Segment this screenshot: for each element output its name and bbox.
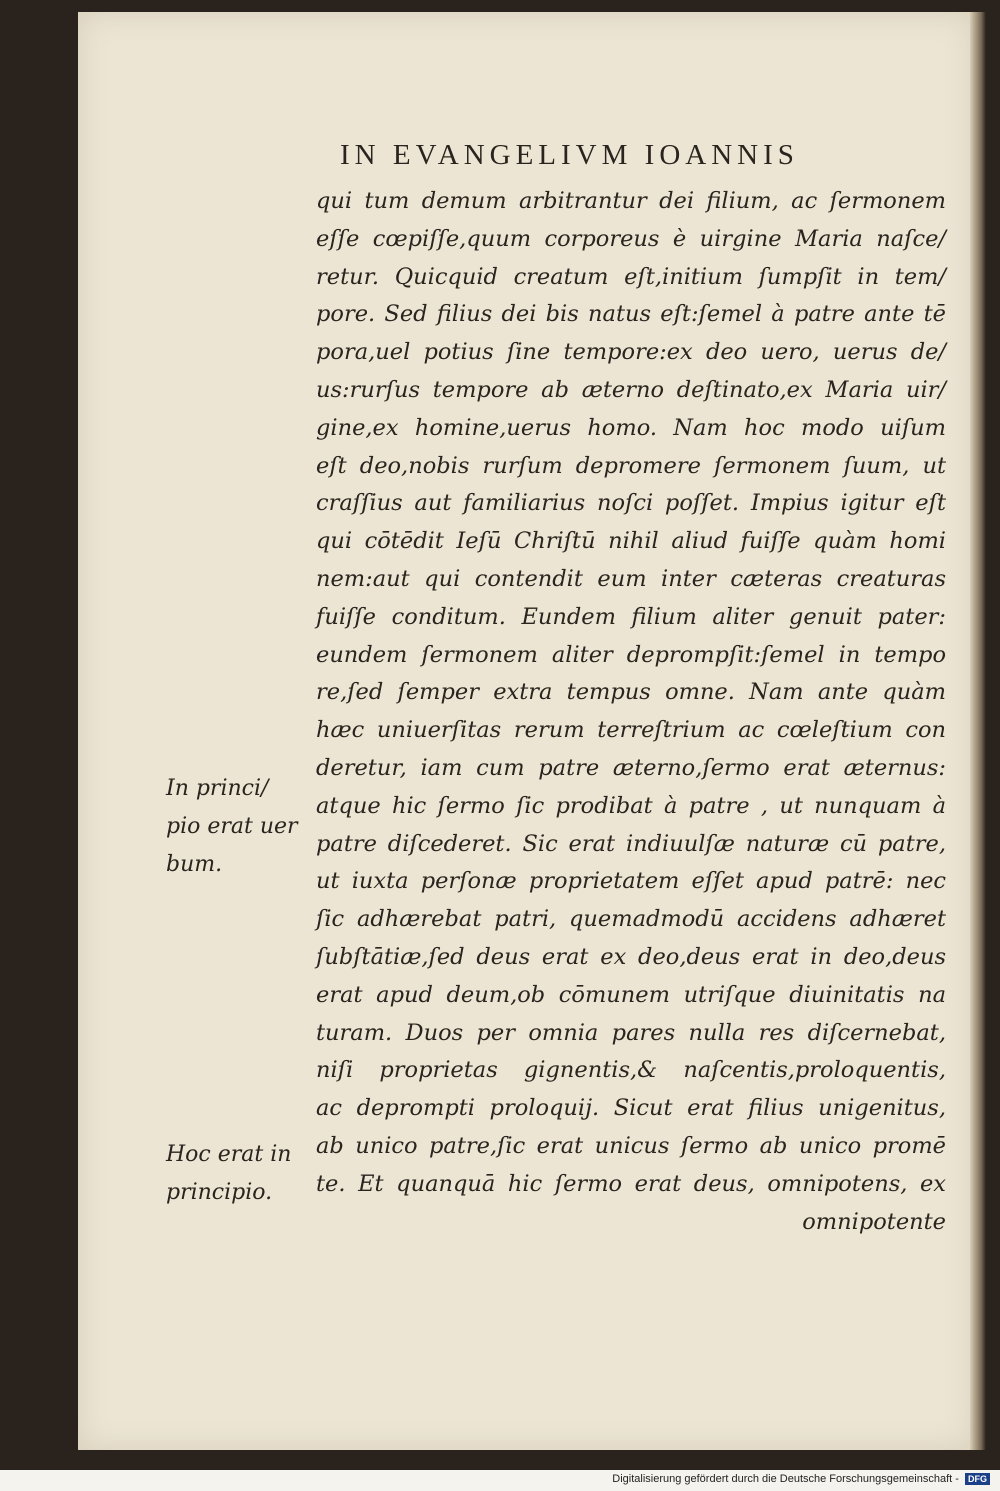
text-line: ab unico patre,ſic erat unicus ſermo ab unico promē: [316, 1132, 946, 1159]
text-line: ſubſtātiæ,ſed deus erat ex deo,deus erat in deo,deus: [316, 943, 946, 970]
running-head: IN EVANGELIVM IOANNIS: [340, 139, 799, 171]
body-text: [316, 183, 946, 1241]
marginal-note-line: principio.: [166, 1179, 273, 1205]
text-line: re,ſed ſemper extra tempus omne. Nam ante quàm: [316, 679, 946, 706]
dfg-logo: DFG: [965, 1473, 990, 1485]
text-line: te. Et quanquā hic ſermo erat deus, omnipotens, ex: [316, 1170, 946, 1197]
marginal-note-line: bum.: [166, 851, 223, 877]
marginal-note-line: In princi/: [166, 776, 269, 801]
text-line: hæc uniuerſitas rerum terreſtrium ac cœleſtium con: [316, 717, 946, 744]
text-line: craſſius aut familiarius noſci poſſet. Impius igitur eſt: [316, 490, 946, 517]
marginal-note-line: Hoc erat in: [166, 1142, 292, 1167]
text-line: niſi proprietas gignentis,& naſcentis,proloquentis,: [316, 1057, 946, 1084]
text-line: ac deprompti proloquij. Sicut erat filius unigenitus,: [316, 1095, 946, 1122]
text-line: pore. Sed filius dei bis natus eſt:ſemel à patre ante tē: [316, 301, 946, 328]
text-line: turam. Duos per omnia pares nulla res diſcernebat,: [316, 1019, 946, 1046]
text-line: erat apud deum,ob cōmunem utriſque diuinitatis na: [316, 981, 946, 1008]
footer-text: Digitalisierung gefördert durch die Deutsche Forschungsgemeinschaft -: [612, 1473, 959, 1485]
text-line: ut iuxta perſonæ proprietatem eſſet apud patrē: nec: [316, 868, 946, 895]
text-line: gine,ex homine,uerus homo. Nam hoc modo uiſum: [316, 414, 946, 441]
text-line: eſſe cœpiſſe,quum corporeus è uirgine Maria naſce/: [316, 225, 946, 252]
text-line: us:rurſus tempore ab æterno deſtinato,ex Maria uir/: [316, 376, 946, 403]
text-line: fuiſſe conditum. Eundem filium aliter genuit pater:: [316, 603, 946, 630]
catchword: omnipotente: [802, 1208, 946, 1235]
text-line: pora,uel potius ſine tempore:ex deo uero, uerus de/: [316, 339, 946, 366]
text-line: qui tum demum arbitrantur dei filium, ac ſermonem: [316, 188, 946, 214]
text-line: deretur, iam cum patre æterno,ſermo erat æternus:: [316, 754, 946, 781]
text-line: eundem ſermonem aliter deprompſit:ſemel in tempo: [316, 641, 946, 668]
footer-credit: [612, 1473, 990, 1485]
text-line: patre diſcederet. Sic erat indiuulſæ naturæ cū patre,: [316, 830, 946, 857]
text-line: nem:aut qui contendit eum inter cæteras creaturas: [316, 565, 946, 592]
text-line: retur. Quicquid creatum eſt,initium ſumpſit in tem/: [316, 263, 946, 290]
text-line: qui cōtēdit Ieſū Chriſtū nihil aliud fuiſſe quàm homi: [316, 528, 946, 555]
marginal-note-line: pio erat uer: [166, 813, 298, 839]
text-line: ſic adhærebat patri, quemadmodū accidens adhæret: [316, 906, 946, 933]
marginal-note-1: [166, 770, 314, 883]
text-line: atque hic ſermo ſic prodibat à patre , ut nunquam à: [316, 792, 946, 819]
marginal-note-2: [166, 1136, 314, 1212]
text-line: eſt deo,nobis rurſum depromere ſermonem ſuum, ut: [316, 452, 946, 479]
